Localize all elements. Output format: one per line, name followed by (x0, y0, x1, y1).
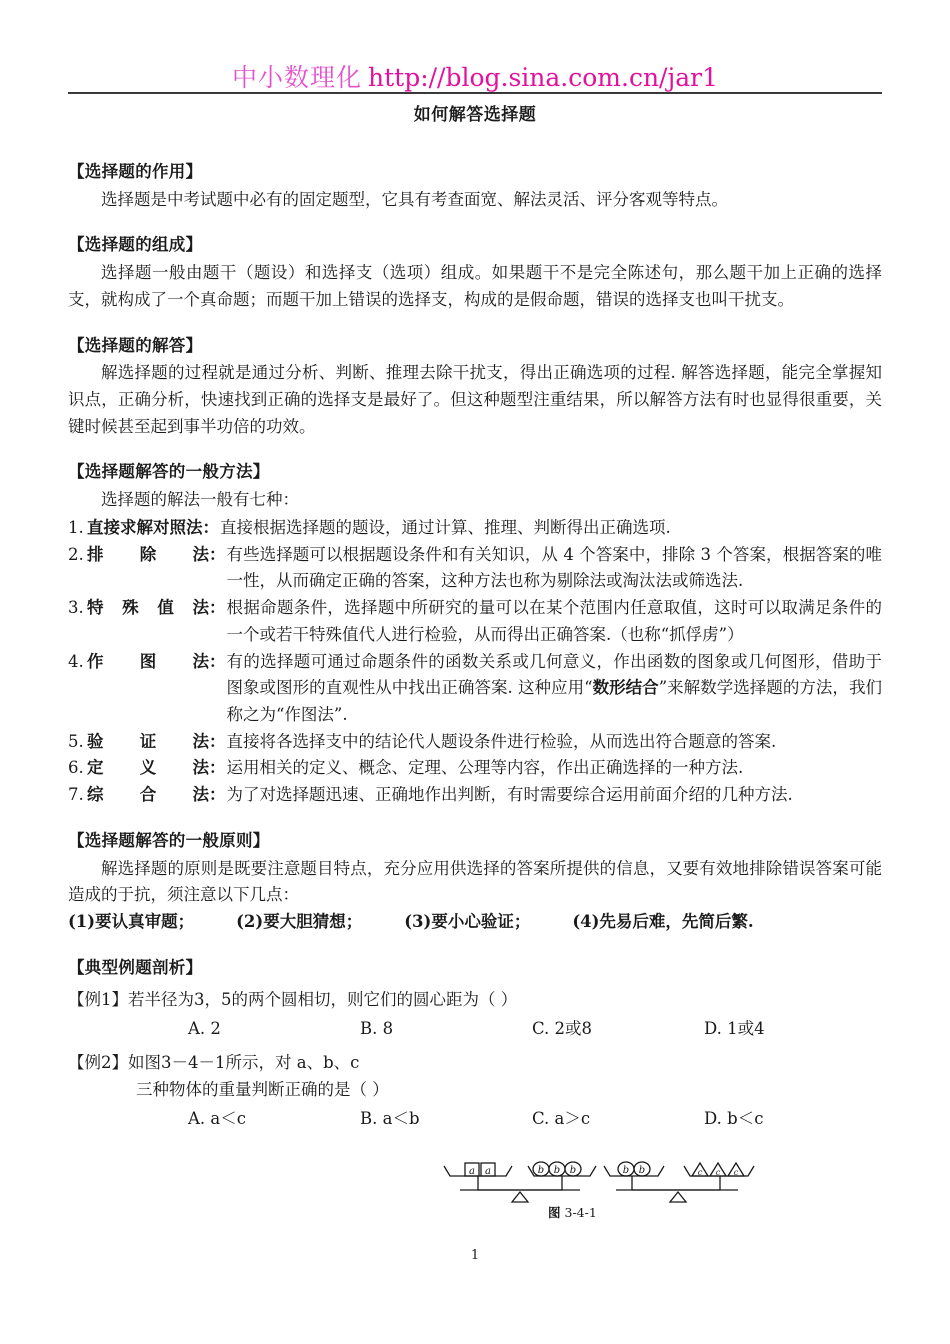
method-body: 直接根据选择题的题设，通过计算、推理、判断得出正确选项. (220, 517, 671, 537)
example-2-stem-line-1: 【例2】如图3－4－1所示，对 a、b、c (68, 1052, 360, 1072)
method-label-char: 图 (139, 651, 157, 671)
method-body-emphasis: 数形结合 (592, 678, 659, 698)
fulcrum-right (670, 1192, 686, 1202)
page-title: 如何解答选择题 (413, 105, 537, 125)
method-item (68, 515, 882, 542)
method-colon: ： (209, 598, 226, 618)
figure-caption-cn: 图 (548, 1205, 561, 1220)
method-number: 2. (68, 544, 84, 564)
method-label-char: 殊 (122, 598, 139, 618)
balance-scale-svg (440, 1160, 760, 1208)
method-colon: ： (209, 544, 226, 564)
method-label (87, 542, 209, 569)
section-body-composition: 选择题一般由题干（题设）和选择支（选项）组成。如果题干不是完全陈述句，那么题干加上正确的选择支，就构成了一个真命题；而题干加上错误的选择支，构成的是假命题，错误的选择支也叫干扰支。 (68, 263, 882, 309)
principle-point: (1)要认真审题； (68, 911, 195, 931)
method-label-char: 法 (192, 785, 209, 805)
principle-point: (3)要小心验证； (404, 911, 531, 931)
method-item (68, 649, 882, 729)
example-2-options (68, 1103, 882, 1134)
method-number: 6. (68, 758, 84, 778)
method-item (68, 595, 882, 648)
option-a: A. a＜c (188, 1109, 246, 1129)
method-colon: ： (209, 731, 226, 751)
method-label-char: 法 (192, 598, 209, 618)
method-body: 直接将各选择支中的结论代人题设条件进行检验，从而选出符合题意的答案. (226, 731, 777, 751)
method-colon: ： (209, 651, 226, 671)
method-label-char: 法 (192, 651, 209, 671)
method-body: 根据命题条件，选择题中所研究的量可以在某个范围内任意取值，这时可以取满足条件的一个或若干特殊值代人进行检验，从而得出正确答案.（也称“抓俘虏”） (226, 598, 882, 644)
section-body-role: 选择题是中考试题中必有的固定题型，它具有考查面宽、解法灵活、评分客观等特点。 (101, 189, 728, 209)
label-b-5: b (638, 1165, 646, 1176)
label-b-4: b (622, 1165, 630, 1176)
principle-point: (2)要大胆猜想； (236, 911, 363, 931)
label-b-3: b (569, 1165, 577, 1176)
method-label-char: 义 (139, 758, 157, 778)
method-label-char: 综 (87, 785, 104, 805)
fulcrum-left (512, 1192, 528, 1202)
page-number: 1 (470, 1248, 480, 1263)
label-a-1: a (469, 1166, 475, 1177)
section-heading-principles: 【选择题解答的一般原则】 (68, 830, 270, 850)
balance-scale-figure (440, 1160, 760, 1212)
method-colon: ： (202, 517, 219, 537)
method-label-char: 法 (192, 544, 209, 564)
method-label-char: 法 (192, 731, 209, 751)
method-label-char: 法 (192, 758, 209, 778)
option-b: B. a＜b (360, 1109, 420, 1129)
site-name: 中小数理化 (231, 63, 362, 92)
method-body (227, 649, 883, 729)
beam-right (632, 1176, 720, 1190)
method-label-char: 排 (87, 544, 104, 564)
method-item (68, 782, 882, 809)
method-colon: ： (209, 785, 226, 805)
method-number: 5. (68, 731, 84, 751)
label-c-1: c (697, 1168, 703, 1177)
section-heading-composition: 【选择题的组成】 (68, 235, 203, 255)
method-number: 4. (68, 651, 84, 671)
method-item (68, 542, 882, 595)
method-body: 运用相关的定义、概念、定理、公理等内容，作出正确选择的一种方法. (226, 758, 744, 778)
example-2 (68, 1050, 882, 1135)
label-c-2: c (715, 1168, 721, 1177)
method-number: 1. (68, 517, 84, 537)
label-b-1: b (537, 1165, 545, 1176)
principles-points (68, 909, 882, 936)
method-label-char: 特 (87, 598, 104, 618)
section-body-principles: 解选择题的原则是既要注意题目特点，充分应用供选择的答案所提供的信息，又要有效地排除错误答案可能造成的于抗，须注意以下几点： (68, 858, 882, 905)
principle-point: (4)先易后难，先简后繁. (572, 911, 754, 931)
balance-right-letters (623, 1165, 739, 1177)
option-d: D. 1或4 (704, 1019, 765, 1039)
figure-caption-number: 3-4-1 (564, 1205, 597, 1220)
header-divider (68, 92, 882, 94)
option-c: C. a＞c (532, 1109, 591, 1129)
figure-caption (548, 1203, 597, 1221)
method-item (68, 729, 882, 756)
label-a-2: a (485, 1166, 491, 1177)
example-1 (68, 987, 882, 1043)
option-a: A. 2 (188, 1019, 221, 1039)
label-c-3: c (733, 1168, 739, 1177)
method-body-post: ”来解数学选择题的方法，我们称之为“作图法”. (226, 678, 882, 724)
section-heading-examples: 【典型例题剖析】 (68, 957, 203, 977)
methods-list (68, 515, 882, 809)
example-2-stem-line-2: 三种物体的重量判断正确的是（ ） (136, 1079, 389, 1099)
site-header (0, 58, 950, 94)
method-body: 为了对选择题迅速、正确地作出判断，有时需要综合运用前面介绍的几种方法. (226, 785, 793, 805)
method-label (87, 782, 209, 809)
method-label-char: 除 (139, 544, 157, 564)
method-label-char: 验 (87, 731, 104, 751)
method-body-pre: 有的选择题可通过命题条件的函数关系或几何意义，作出函数的图象或几何图形，借助于图象或图形的直观性从中找出正确答案. 这种应用“ (226, 651, 882, 698)
option-b: B. 8 (360, 1019, 394, 1039)
balance-left-letters (469, 1165, 576, 1177)
methods-intro: 选择题的解法一般有七种： (101, 490, 299, 510)
method-number: 7. (68, 785, 84, 805)
method-item (68, 755, 882, 782)
example-1-stem: 【例1】若半径为3，5的两个圆相切，则它们的圆心距为（ ） (68, 990, 518, 1010)
method-label-char: 值 (157, 598, 174, 618)
site-url: http://blog.sina.com.cn/jar1 (368, 63, 718, 92)
method-label (87, 595, 209, 622)
section-heading-answering: 【选择题的解答】 (68, 335, 203, 355)
option-d: D. b＜c (704, 1109, 764, 1129)
method-label (87, 729, 209, 756)
method-label: 直接求解对照法 (87, 517, 203, 537)
section-heading-methods: 【选择题解答的一般方法】 (68, 462, 270, 482)
method-body: 有些选择题可以根据题设条件和有关知识，从 4 个答案中，排除 3 个答案，根据答案的唯一性，从而确定正确的答案，这种方法也称为剔除法或淘汰法或筛选法. (226, 544, 882, 591)
section-body-answering: 解选择题的过程就是通过分析、判断、推理去除干扰支，得出正确选项的过程. 解答选择题，能完全掌握知识点，正确分析，快速找到正确的选择支是最好了。但这种题型注重结果，所以解答方法有时也显得很重要，关键时候甚至起到事半功倍的功效。 (68, 363, 882, 436)
document-content (68, 140, 882, 1135)
method-label-char: 证 (139, 731, 157, 751)
method-colon: ： (209, 758, 226, 778)
label-b-2: b (553, 1165, 561, 1176)
pan-left-a (444, 1166, 512, 1176)
method-label (87, 755, 209, 782)
method-label (87, 649, 209, 676)
method-number: 3. (68, 598, 84, 618)
method-label-char: 定 (87, 758, 104, 778)
section-heading-role: 【选择题的作用】 (68, 162, 203, 181)
option-c: C. 2或8 (532, 1019, 593, 1039)
beam-left (478, 1176, 562, 1190)
method-label-char: 作 (87, 651, 104, 671)
method-label-char: 合 (139, 785, 157, 805)
example-1-options (68, 1014, 882, 1044)
